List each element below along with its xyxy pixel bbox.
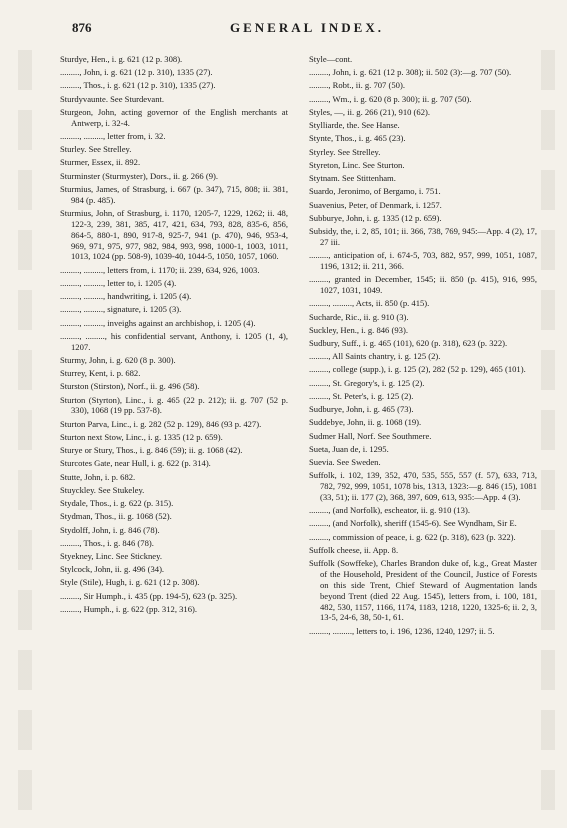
index-entry: ........., St. Peter's, i. g. 125 (2). [309, 390, 414, 401]
index-entry: Sturminster (Sturmyster), Dors., ii. g. 266 (9). [60, 170, 219, 181]
index-entry: Sturton next Stow, Linc., i. g. 1335 (12 p. 659). [60, 431, 223, 442]
index-entry: Stydolff, John, i. g. 846 (78). [60, 524, 160, 535]
index-entry: Sucharde, Ric., ii. g. 910 (3). [309, 311, 409, 322]
index-entry: Sueta, Juan de, i. 1295. [309, 443, 389, 454]
index-entry: ........., Humph., i. g. 622 (pp. 312, 316). [60, 603, 198, 614]
index-entry: ........., ........., Acts, ii. 850 (p. 415). [309, 298, 430, 309]
index-entry: Sturmius, John, of Strasburg, i. 1170, 1205-7, 1229, 1262; ii. 48, 122-3, 239, 381, 385, 417, 421, 634, 793, 828, 835-6, 856, 864-5, 880-1, 890, 917-8, 925-7, 941 (p. 470), 946, 953-4, 969, 971, 975, 977, 982, 984, 993, 998, 1000-1, 1003, 1011, 1013, 1024 (pp. 508-9), 1039-40, 1044-5, 1050, 1057, 1060. [60, 208, 288, 262]
index-entry: ........., (and Norfolk), sheriff (1545-6). See Wyndham, Sir E. [309, 518, 517, 529]
index-entry: Stutte, John, i. p. 682. [60, 471, 136, 482]
index-entry: ........., college (supp.), i. g. 125 (2), 282 (52 p. 129), 465 (101). [309, 364, 526, 375]
index-entry: Sturmy, John, i. g. 620 (8 p. 300). [60, 354, 176, 365]
index-entry: ........., ........., handwriting, i. 1205 (4). [60, 291, 192, 302]
index-entry: Styrley. See Strelley. [309, 146, 381, 157]
right-edge-watermark [541, 30, 555, 810]
index-entry: Sturye or Stury, Thos., i. g. 846 (59); ii. g. 1068 (42). [60, 445, 243, 456]
index-entry: Stylliarde, the. See Hanse. [309, 120, 400, 131]
index-entry: ........., St. Gregory's, i. g. 125 (2). [309, 377, 425, 388]
index-entry: ........., ........., his confidential servant, Anthony, i. 1205 (1, 4), 1207. [60, 330, 288, 352]
index-entry: Sudbury, Suff., i. g. 465 (101), 620 (p. 318), 623 (p. 322). [309, 337, 508, 348]
index-entry: Suffolk cheese, ii. App. 8. [309, 544, 399, 555]
index-entry: Suavenius, Peter, of Denmark, i. 1257. [309, 199, 442, 210]
running-title: GENERAL INDEX. [230, 20, 384, 35]
page-header [72, 20, 542, 40]
index-entry: Sturgeon, John, acting governor of the English merchants at Antwerp, i. 32-4. [60, 106, 288, 128]
index-entry: Stuyckley. See Stukeley. [60, 484, 145, 495]
index-entry: Styreton, Linc. See Sturton. [309, 159, 405, 170]
index-entry: Sudburye, John, i. g. 465 (73). [309, 404, 414, 415]
index-entry: ........., anticipation of, i. 674-5, 703, 882, 957, 999, 1051, 1087, 1196, 1312; ii. 211, 366. [309, 250, 537, 271]
index-entry: Suffolk, i. 102, 139, 352, 470, 535, 555, 557 (f. 57), 633, 713, 782, 792, 999, 1051, 1078 bis, 1313, 1323:—g. 846 (15), 1081 (33, 51); ii. 177 (2), 368, 397, 609, 613, 935:—App. 4 (3). [309, 470, 537, 503]
index-entry: ........., ........., inveighs against an archbishop, i. 1205 (4). [60, 317, 256, 328]
index-entry: Sturston (Stirston), Norf., ii. g. 496 (58). [60, 381, 200, 392]
index-entry: Sturley. See Strelley. [60, 144, 132, 155]
index-entry: ........., granted in December, 1545; ii. 850 (p. 415), 916, 995, 1027, 1031, 1049. [309, 274, 537, 296]
index-entry: Sturmer, Essex, ii. 892. [60, 157, 141, 168]
index-entry: Suardo, Jeronimo, of Bergamo, i. 751. [309, 186, 441, 197]
index-entry: Stynte, Thos., i. g. 465 (23). [309, 133, 406, 144]
index-entry: Sturton (Styrton), Linc., i. g. 465 (22 p. 212); ii. g. 707 (52 p. 330), 1068 (19 pp. 537-8). [60, 394, 288, 416]
index-entry: Sudmer Hall, Norf. See Southmere. [309, 430, 432, 441]
index-entry: Style—cont. [309, 54, 353, 64]
index-entry: Sturrey, Kent, i. p. 682. [60, 368, 141, 379]
index-entry: Stydman, Thos., ii. g. 1068 (52). [60, 511, 172, 522]
index-entry: ........., ........., letters from, i. 1170; ii. 239, 634, 926, 1003. [60, 264, 260, 275]
index-entry: ........., ........., letter to, i. 1205 (4). [60, 277, 177, 288]
left-edge-watermark [18, 30, 32, 810]
index-entry: Stytnam. See Stittenham. [309, 173, 396, 184]
index-entry: Suevia. See Sweden. [309, 457, 381, 468]
page-number: 876 [72, 20, 92, 35]
index-entry: Styekney, Linc. See Stickney. [60, 551, 162, 562]
index-entry: ........., Thos., i. g. 846 (78). [60, 537, 154, 548]
left-column [60, 54, 288, 617]
index-entry: ........., ........., letter from, i. 32. [60, 131, 166, 142]
index-entry: ........., ........., signature, i. 1205 (3). [60, 304, 182, 315]
index-entry: Styles, —, ii. g. 266 (21), 910 (62). [309, 106, 431, 117]
index-entry: ........., Thos., i. g. 621 (12 p. 310), 1335 (27). [60, 80, 216, 91]
index-entry: ........., commission of peace, i. g. 622 (p. 318), 623 (p. 322). [309, 531, 516, 542]
index-entry: Suckley, Hen., i. g. 846 (93). [309, 324, 408, 335]
index-entry: Stydale, Thos., i. g. 622 (p. 315). [60, 498, 174, 509]
index-entry: ........., Sir Humph., i. 435 (pp. 194-5), 623 (p. 325). [60, 590, 238, 601]
index-entry: Suffolk (Sowffeke), Charles Brandon duke of, k.g., Great Master of the Household, President of the Council, Justice of Forests on this side Trent, Chief Steward of Augmentation lands beyond Trent (died 22 Aug. 1545), letters from, i. 100, 181, 482, 530, 1157, 1166, 1174, 1183, 1218, 1220, 1325-6; ii. 2, 3, 13-5, 24-6, 38, 50-1, 61. [309, 558, 537, 623]
index-entry: Sturmius, James, of Strasburg, i. 667 (p. 347), 715, 808; ii. 381, 984 (p. 485). [60, 183, 288, 205]
index-entry: ........., John, i. g. 621 (12 p. 308); ii. 502 (3):—g. 707 (50). [309, 67, 512, 78]
index-entry: ........., Wm., i. g. 620 (8 p. 300); ii. g. 707 (50). [309, 93, 472, 104]
index-entry: Sturcotes Gate, near Hull, i. g. 622 (p. 314). [60, 458, 211, 469]
index-entry: Subsidy, the, i. 2, 85, 101; ii. 366, 738, 769, 945:—App. 4 (2), 17, 27 iii. [309, 226, 537, 247]
index-entry: ........., John, i. g. 621 (12 p. 310), 1335 (27). [60, 67, 213, 78]
index-entry: ........., (and Norfolk), escheator, ii. g. 910 (13). [309, 505, 470, 516]
index-entry: ........., Robt., ii. g. 707 (50). [309, 80, 405, 91]
index-entry: Suddebye, John, ii. g. 1068 (19). [309, 417, 422, 428]
index-entry: Sturdye, Hen., i. g. 621 (12 p. 308). [60, 54, 183, 64]
index-entry: ........., ........., letters to, i. 196, 1236, 1240, 1297; ii. 5. [309, 625, 495, 636]
index-entry: Stylcock, John, ii. g. 496 (34). [60, 564, 165, 575]
index-entry: Style (Stile), Hugh, i. g. 621 (12 p. 308). [60, 577, 200, 588]
index-entry: ........., All Saints chantry, i. g. 125 (2). [309, 351, 441, 362]
index-entry: Sturton Parva, Linc., i. g. 282 (52 p. 129), 846 (93 p. 427). [60, 418, 262, 429]
index-entry: Sturdyvaunte. See Sturdevant. [60, 93, 165, 104]
right-column [309, 54, 537, 639]
index-entry: Subburye, John, i. g. 1335 (12 p. 659). [309, 212, 442, 223]
